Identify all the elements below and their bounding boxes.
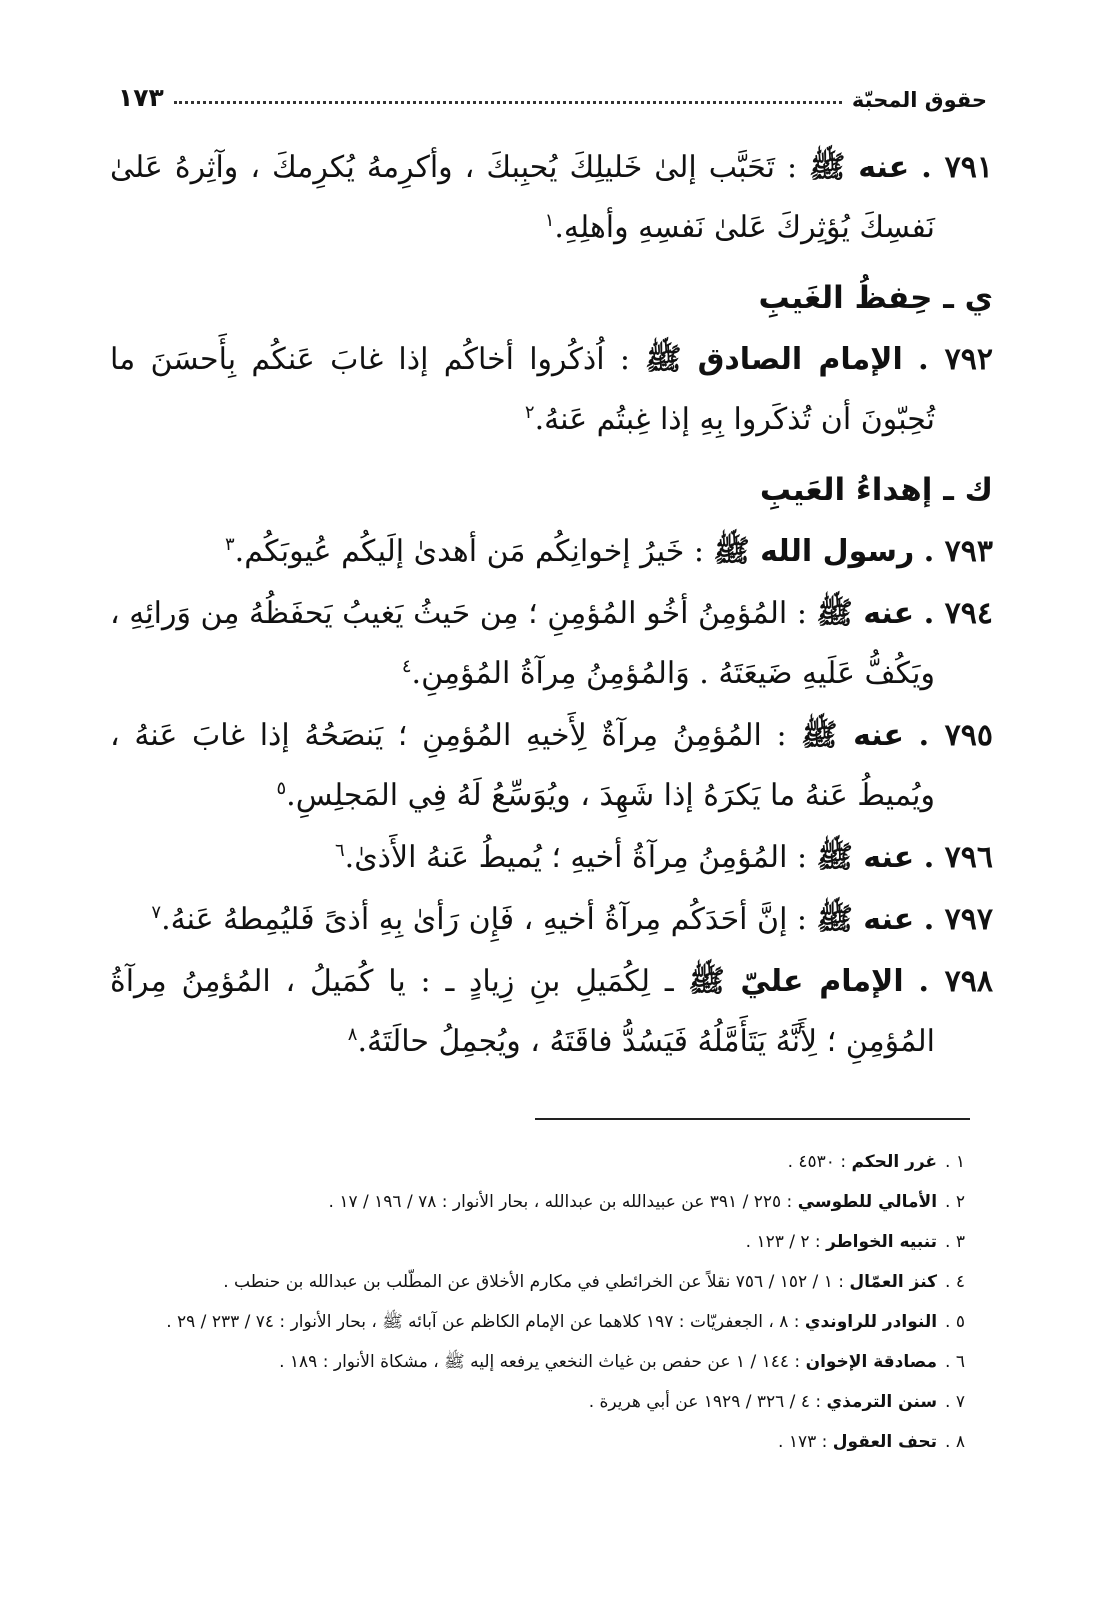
- footnote-5: [110, 1302, 965, 1342]
- section-heading-hifz-al-ghayb: ي ـ حِفظُ الغَيبِ: [758, 280, 993, 316]
- hadith-text: : المُؤمِنُ أخُو المُؤمِنِ ؛ مِن حَيثُ يَغيبُ يَحفَظُهُ مِن وَرائِهِ ، ويَكُفُّ عَلَيهِ ضَيعَتَهُ . وَالمُؤمِنُ مِرآةُ المُؤمِنِ.: [110, 596, 935, 691]
- hadith-795: [110, 706, 993, 826]
- hadith-source: الإمام عليّ ﷺ: [688, 964, 904, 999]
- footnote-text: : ١ / ١٥٢ / ٧٥٦ نقلاً عن الخرائطي في مكارم الأخلاق عن المطّلب بن عبدالله بن حنطب .: [223, 1272, 850, 1292]
- footnote-8: [110, 1422, 965, 1462]
- running-header: [118, 72, 987, 112]
- footnote-source: النوادر للراوندي: [804, 1312, 938, 1332]
- footnote-ref: ٥: [276, 778, 287, 799]
- hadith-text: : المُؤمِنُ مِرآةٌ لِأَخيهِ المُؤمِنِ ؛ يَنصَحُهُ إذا غابَ عَنهُ ، ويُميطُ عَنهُ ما يَكرَهُ إذا شَهِدَ ، ويُوَسِّعُ لَهُ فِي المَجلِسِ.: [110, 718, 935, 813]
- footnote-source: الأمالي للطوسي: [797, 1192, 938, 1212]
- hadith-source: رسول الله ﷺ: [713, 534, 915, 569]
- footnote-number: ٣ .: [945, 1232, 965, 1252]
- hadith-number: ٧٩٤ .: [923, 596, 993, 631]
- footnote-separator: [535, 1118, 970, 1120]
- hadith-number: ٧٩١ .: [921, 150, 993, 185]
- footnote-source: كنز العمّال: [849, 1272, 938, 1292]
- hadith-source: عنه ﷺ: [809, 150, 910, 185]
- footnote-number: ٢ .: [945, 1192, 965, 1212]
- footnote-3: [110, 1222, 965, 1262]
- hadith-number: ٧٩٥ .: [918, 718, 993, 753]
- hadith-text: : المُؤمِنُ مِرآةُ أخيهِ ؛ يُميطُ عَنهُ الأَذىٰ.: [344, 840, 817, 875]
- hadith-793: [110, 522, 993, 582]
- hadith-source: عنه ﷺ: [801, 718, 905, 753]
- footnote-ref: ٧: [151, 902, 162, 923]
- hadith-796: [110, 828, 993, 888]
- footnote-1: [110, 1142, 965, 1182]
- footnote-number: ٤ .: [945, 1272, 965, 1292]
- footnote-2: [110, 1182, 965, 1222]
- footnote-source: غرر الحكم: [851, 1152, 938, 1172]
- hadith-text: : خَيرُ إخوانِكُم مَن أهدىٰ إلَيكُم عُيوبَكُم.: [234, 534, 714, 569]
- footnote-ref: ١: [544, 210, 555, 231]
- hadith-source: عنه ﷺ: [816, 840, 915, 875]
- hadith-791: [110, 138, 993, 258]
- dotted-leader: [174, 101, 842, 104]
- footnote-ref: ٨: [347, 1024, 358, 1045]
- footnote-text: : ١٤٤ / ١ عن حفص بن غياث النخعي يرفعه إليه ﷺ ، مشكاة الأنوار : ١٨٩ .: [279, 1352, 806, 1372]
- footnote-text: : ٨ ، الجعفريّات : ١٩٧ كلاهما عن الإمام الكاظم عن آبائه ﷺ ، بحار الأنوار : ٧٤ / ٢٣٣ / ٢٩ .: [166, 1312, 805, 1332]
- footnote-ref: ٢: [524, 402, 535, 423]
- hadith-798: [110, 952, 993, 1072]
- hadith-text: : إنَّ أحَدَكُم مِرآةُ أخيهِ ، فَإِن رَأىٰ بِهِ أذىً فَليُمِطهُ عَنهُ.: [161, 902, 817, 937]
- footnote-number: ٦ .: [945, 1352, 965, 1372]
- footnote-source: سنن الترمذي: [826, 1392, 938, 1412]
- footnote-number: ٧ .: [945, 1392, 965, 1412]
- footnote-source: مصادقة الإخوان: [805, 1352, 938, 1372]
- footnote-text: : ٤٥٣٠ .: [787, 1152, 852, 1172]
- hadith-text: : تَحَبَّب إلىٰ خَليلِكَ يُحبِبكَ ، وأكرِمهُ يُكرِمكَ ، وآثِرهُ عَلىٰ نَفسِكَ يُؤثِركَ عَلىٰ نَفسِهِ وأهلِهِ.: [110, 150, 935, 245]
- footnote-source: تحف العقول: [832, 1432, 938, 1452]
- footnote-text: : ٢ / ١٢٣ .: [745, 1232, 827, 1252]
- hadith-number: ٧٩٧ .: [923, 902, 993, 937]
- hadith-number: ٧٩٨ .: [918, 964, 993, 999]
- hadith-source: عنه ﷺ: [816, 902, 915, 937]
- hadith-source: الإمام الصادق ﷺ: [645, 342, 903, 377]
- footnote-text: : ٤ / ٣٢٦ / ١٩٢٩ عن أبي هريرة .: [588, 1392, 827, 1412]
- footnote-number: ٥ .: [945, 1312, 965, 1332]
- footnote-number: ٨ .: [945, 1432, 965, 1452]
- section-heading-ihda-al-ayb: ك ـ إهداءُ العَيبِ: [759, 472, 993, 508]
- hadith-number: ٧٩٣ .: [923, 534, 993, 569]
- main-text: [110, 138, 993, 1074]
- hadith-number: ٧٩٢ .: [918, 342, 994, 377]
- footnote-6: [110, 1342, 965, 1382]
- hadith-number: ٧٩٦ .: [923, 840, 993, 875]
- hadith-source: عنه ﷺ: [816, 596, 915, 631]
- hadith-text: ـ لِكُمَيلِ بنِ زِيادٍ ـ : يا كُمَيلُ ، المُؤمِنُ مِرآةُ المُؤمِنِ ؛ لِأَنَّهُ يَتَأَمَّلُهُ فَيَسُدُّ فاقَتَهُ ، ويُجمِلُ حالَتَهُ.: [110, 964, 935, 1059]
- footnote-text: : ٢٢٥ / ٣٩١ عن عبيدالله بن عبدالله ، بحار الأنوار : ٧٨ / ١٩٦ / ١٧ .: [328, 1192, 798, 1212]
- footnote-ref: ٣: [224, 534, 235, 555]
- footnote-source: تنبيه الخواطر: [826, 1232, 938, 1252]
- footnote-text: : ١٧٣ .: [778, 1432, 833, 1452]
- hadith-792: [110, 330, 993, 450]
- footnote-7: [110, 1382, 965, 1422]
- page-number: ١٧٣: [118, 83, 164, 112]
- hadith-794: [110, 584, 993, 704]
- footnotes: [110, 1142, 965, 1462]
- hadith-797: [110, 890, 993, 950]
- footnote-ref: ٤: [401, 656, 412, 677]
- footnote-4: [110, 1262, 965, 1302]
- running-title: حقوق المحبّة: [851, 88, 987, 112]
- hadith-text: : اُذكُروا أخاكُم إذا غابَ عَنكُم بِأَحسَنَ ما تُحِبّونَ أن تُذكَروا بِهِ إذا غِبتُم عَنهُ.: [110, 342, 935, 437]
- footnote-ref: ٦: [334, 840, 345, 861]
- footnote-number: ١ .: [945, 1152, 965, 1172]
